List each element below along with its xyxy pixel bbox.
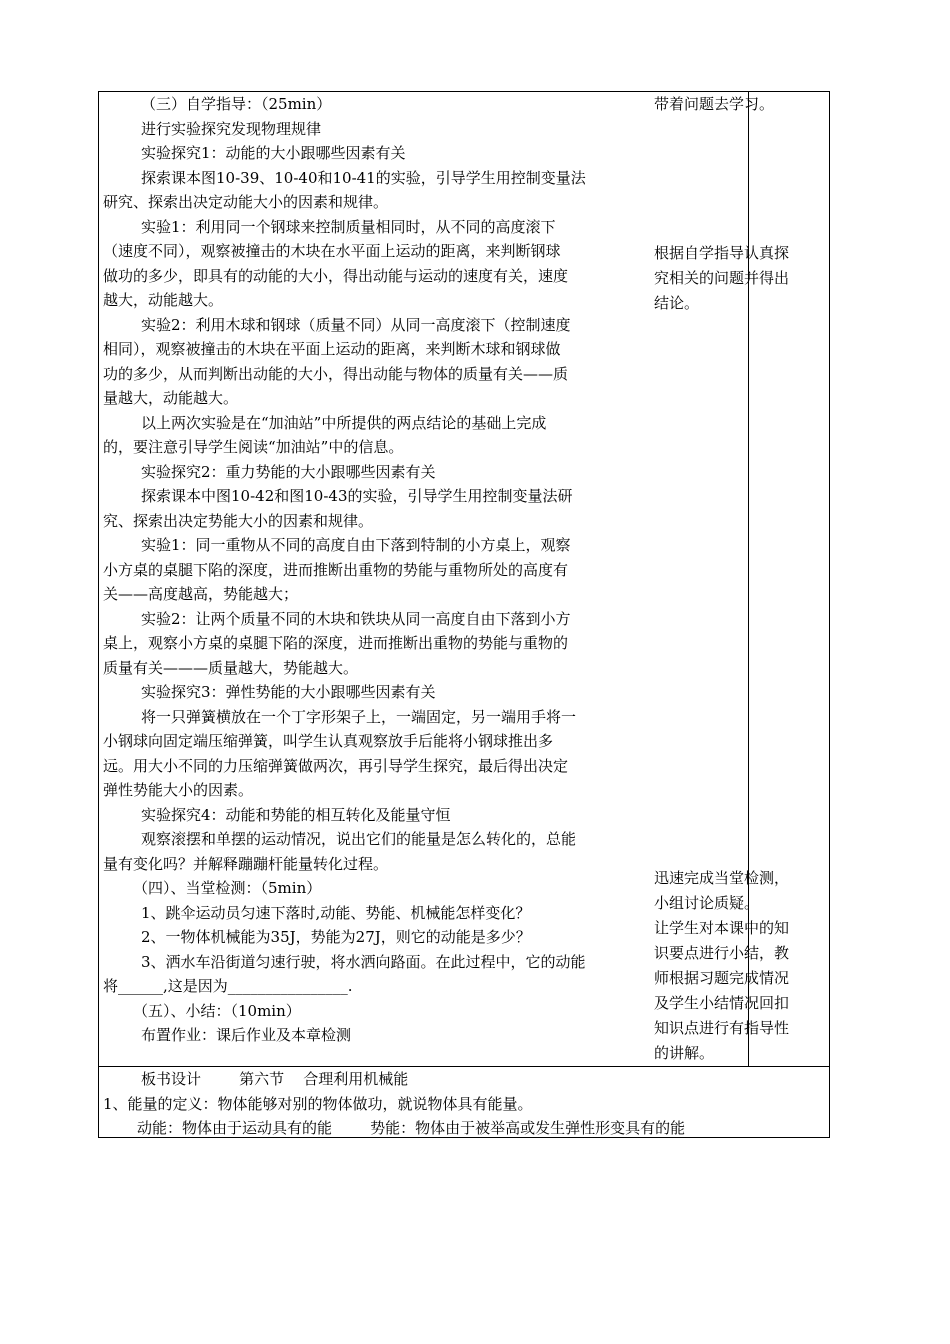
text-line: 实验2：利用木球和钢球（质量不同）从同一高度滚下（控制速度: [141, 315, 571, 334]
student-activity-block-3: [654, 866, 807, 1066]
text-line: 小钢球向固定端压缩弹簧，叫学生认真观察放手后能将小钢球推出多: [103, 732, 554, 750]
section-heading: 实验探究2：重力势能的大小跟哪些因素有关: [141, 462, 436, 481]
question-line: 2、一物体机械能为35J，势能为27J，则它的动能是多少？: [141, 928, 531, 946]
text-line: 实验1：利用同一个钢球来控制质量相同时，从不同的高度滚下: [141, 217, 556, 236]
side-line: 结论。: [654, 294, 700, 312]
text-line: 越大，动能越大。: [103, 291, 224, 309]
section-heading: 实验探究1：动能的大小跟哪些因素有关: [141, 144, 406, 162]
text-line: 进行实验探究发现物理规律: [141, 119, 322, 138]
question-line: 1、跳伞运动员匀速下落时,动能、势能、机械能怎样变化？: [141, 903, 531, 922]
text-line: 量越大，动能越大。: [103, 389, 239, 407]
text-line: 质量有关———质量越大，势能越大。: [103, 658, 359, 677]
text-line: 实验1：同一重物从不同的高度自由下落到特制的小方桌上，观察: [141, 536, 571, 554]
student-activity-block-1: [654, 92, 807, 117]
side-line: 师根据习题完成情况: [654, 969, 790, 987]
side-line: 识要点进行小结，教: [654, 944, 790, 962]
text-line: 量有变化吗？并解释蹦蹦杆能量转化过程。: [103, 854, 389, 873]
text-line: 探索课本图10-39、10-40和10-41的实验，引导学生用控制变量法: [141, 168, 586, 187]
text-line: 布置作业：课后作业及本章检测: [141, 1026, 352, 1044]
text-line: 研究、探索出决定动能大小的因素和规律。: [103, 193, 389, 211]
side-line: 及学生小结情况回扣: [654, 994, 790, 1012]
text-line: （速度不同），观察被撞击的木块在水平面上运动的距离，来判断钢球: [103, 242, 561, 260]
text-line: 做功的多少，即具有的动能的大小，得出动能与运动的速度有关，速度: [103, 266, 569, 285]
section-heading: 实验探究4：动能和势能的相互转化及能量守恒: [141, 805, 451, 824]
text-line: 关——高度越高，势能越大；: [103, 585, 299, 603]
board-design-cell: [103, 1067, 825, 1141]
side-line: 知识点进行有指导性: [654, 1019, 790, 1037]
text-line: 实验2：让两个质量不同的木块和铁块从同一高度自由下落到小方: [141, 609, 571, 628]
text-line: 的，要注意引导学生阅读“加油站”中的信息。: [103, 438, 404, 456]
text-line: 究、探索出决定势能大小的因素和规律。: [103, 511, 374, 530]
text-line: 探索课本中图10-42和图10-43的实验，引导学生用控制变量法研: [141, 487, 573, 505]
question-line: 3、洒水车沿街道匀速行驶，将水洒向路面。在此过程中，它的动能: [141, 952, 586, 971]
board-title: 板书设计 第六节 合理利用机械能: [141, 1070, 409, 1088]
board-line: 1、能量的定义：物体能够对别的物体做功，就说物体具有能量。: [103, 1094, 533, 1113]
text-line: 桌上，观察小方桌的桌腿下陷的深度，进而推断出重物的势能与重物的: [103, 634, 569, 652]
section-heading: （三）自学指导：（25min）: [141, 95, 332, 113]
side-line: 根据自学指导认真探: [654, 244, 790, 262]
question-line: 将______,这是因为________________.: [103, 977, 353, 995]
text-line: 弹性势能大小的因素。: [103, 781, 254, 799]
side-line: 迅速完成当堂检测，: [654, 869, 790, 887]
text-line: 观察滚摆和单摆的运动情况，说出它们的能量是怎么转化的，总能: [141, 830, 577, 848]
side-line: 的讲解。: [654, 1044, 715, 1062]
text-line: 远。用大小不同的力压缩弹簧做两次，再引导学生探究，最后得出决定: [103, 756, 569, 775]
section-heading: （五）、小结：（10min）: [133, 1001, 301, 1020]
section-heading: （四）、当堂检测：（5min）: [133, 879, 322, 897]
side-line: 究相关的问题并得出: [654, 269, 790, 287]
side-line: 让学生对本课中的知: [654, 919, 790, 937]
section-heading: 实验探究3：弹性势能的大小跟哪些因素有关: [141, 683, 436, 701]
text-line: 相同），观察被撞击的木块在平面上运动的距离，来判断木球和钢球做: [103, 340, 561, 358]
text-line: 将一只弹簧横放在一个丁字形架子上，一端固定，另一端用手将一: [141, 707, 577, 726]
side-line: 带着问题去学习。: [654, 95, 775, 113]
text-line: 以上两次实验是在“加油站”中所提供的两点结论的基础上完成: [141, 413, 547, 432]
board-line: 动能：物体由于运动具有的能 势能：物体由于被举高或发生弹性形变具有的能: [137, 1119, 686, 1137]
lesson-table: [98, 91, 830, 1138]
text-line: 小方桌的桌腿下陷的深度，进而推断出重物的势能与重物所处的高度有: [103, 560, 569, 579]
student-activity-block-2: [654, 241, 807, 316]
side-line: 小组讨论质疑。: [654, 894, 760, 912]
teaching-process-cell: [103, 92, 745, 1048]
text-line: 功的多少，从而判断出动能的大小，得出动能与物体的质量有关——质: [103, 364, 569, 383]
